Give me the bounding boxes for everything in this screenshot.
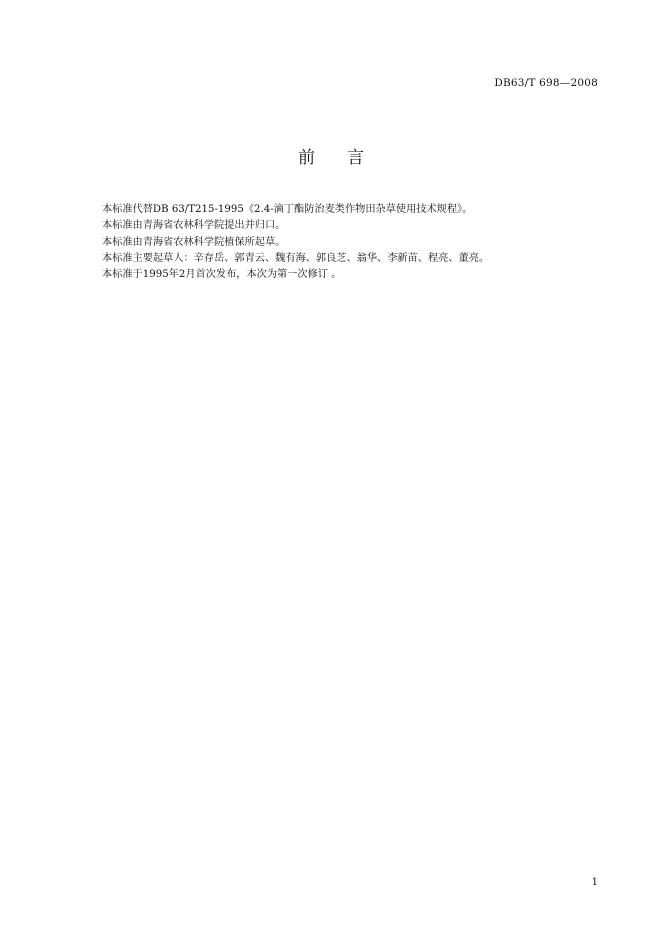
paragraph-release-history: 本标准于1995年2月首次发布，本次为第一次修订 。 [102, 269, 342, 281]
document-code: DB63/T 698—2008 [494, 77, 598, 89]
paragraph-replacement: 本标准代替DB 63/T215-1995《2.4-滴丁酯防治麦类作物田杂草使用技术规程》。 [102, 204, 473, 215]
page-title: 前言 [298, 148, 396, 168]
paragraph-proposer: 本标准由青海省农林科学院提出并归口。 [102, 220, 286, 232]
page-number: 1 [591, 877, 598, 888]
foreword-body [102, 202, 602, 283]
paragraph-drafters: 本标准主要起草人：辛存岳、郭青云、魏有海、郭良芝、翁华、李新苗、程亮、董亮。 [102, 252, 490, 264]
paragraph-drafting-unit: 本标准由青海省农林科学院植保所起草。 [102, 236, 286, 248]
